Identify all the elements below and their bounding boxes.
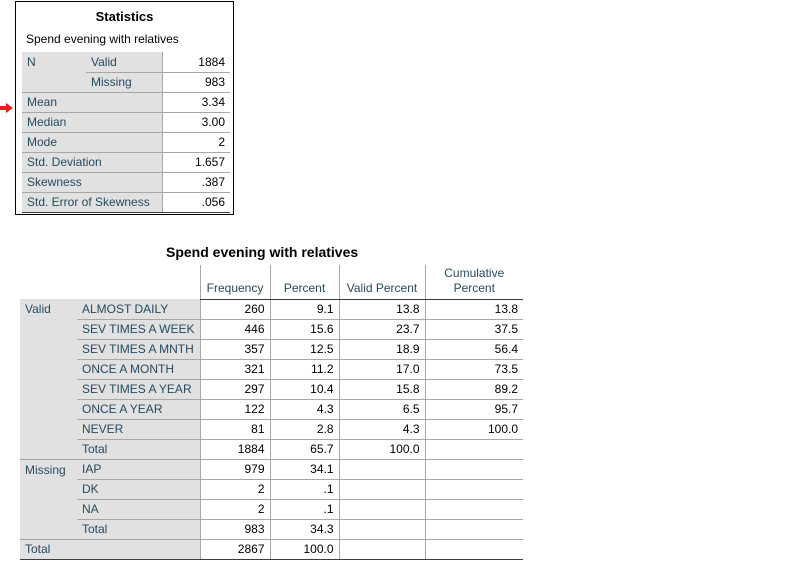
- cell-empty: [425, 499, 523, 519]
- cell-empty: [339, 499, 425, 519]
- cell-empty: [425, 539, 523, 559]
- cell-frequency: 297: [200, 379, 270, 399]
- stats-row-skewness: [22, 172, 230, 192]
- cell-percent: 2.8: [270, 419, 339, 439]
- cell-percent: 9.1: [270, 299, 339, 319]
- header-blank: [20, 265, 77, 299]
- cell-percent: 11.2: [270, 359, 339, 379]
- cell-cumulative-percent: 73.5: [425, 359, 523, 379]
- stats-row-n-missing: [22, 72, 230, 92]
- cell-frequency: 983: [200, 519, 270, 539]
- cell-frequency: 81: [200, 419, 270, 439]
- statistics-table-block[interactable]: [15, 1, 234, 215]
- row-label: SEV TIMES A MNTH: [77, 339, 200, 359]
- cell-empty: [339, 519, 425, 539]
- cell-cumulative-percent: 13.8: [425, 299, 523, 319]
- table-row: [20, 499, 523, 519]
- row-label: ONCE A YEAR: [77, 399, 200, 419]
- header-blank: [77, 265, 200, 299]
- table-row: [20, 479, 523, 499]
- table-row: [20, 379, 523, 399]
- stats-label: Std. Error of Skewness: [22, 192, 162, 212]
- group-label-valid: Valid: [20, 299, 77, 459]
- table-row: [20, 319, 523, 339]
- header-percent: Percent: [270, 265, 339, 299]
- row-pointer-arrow-icon: [0, 103, 13, 113]
- cell-empty: [425, 459, 523, 479]
- table-row: [20, 519, 523, 539]
- cell-empty: [425, 479, 523, 499]
- table-row: [20, 399, 523, 419]
- cell-percent: 100.0: [270, 539, 339, 559]
- cell-valid-percent: 15.8: [339, 379, 425, 399]
- table-row: [20, 439, 523, 459]
- cell-percent: 10.4: [270, 379, 339, 399]
- cell-percent: .1: [270, 499, 339, 519]
- cell-percent: 12.5: [270, 339, 339, 359]
- row-label: IAP: [77, 459, 200, 479]
- cell-frequency: 2: [200, 499, 270, 519]
- cell-empty: [339, 539, 425, 559]
- stats-label: N: [22, 52, 86, 72]
- cell-frequency: 1884: [200, 439, 270, 459]
- cell-valid-percent: 23.7: [339, 319, 425, 339]
- cell-valid-percent: 17.0: [339, 359, 425, 379]
- cell-frequency: 446: [200, 319, 270, 339]
- group-label-missing: Missing: [20, 459, 77, 539]
- frequency-header-row: [20, 265, 523, 299]
- stats-value: 3.00: [162, 112, 230, 132]
- cell-frequency: 2867: [200, 539, 270, 559]
- stats-sublabel: Missing: [86, 72, 162, 92]
- cell-cumulative-percent: 89.2: [425, 379, 523, 399]
- cell-cumulative-percent: 56.4: [425, 339, 523, 359]
- cell-frequency: 979: [200, 459, 270, 479]
- cell-cumulative-percent: 100.0: [425, 419, 523, 439]
- cell-valid-percent: 100.0: [339, 439, 425, 459]
- stats-value: 983: [162, 72, 230, 92]
- cell-percent: 34.1: [270, 459, 339, 479]
- cell-valid-percent: 4.3: [339, 419, 425, 439]
- table-row: [20, 299, 523, 319]
- stats-row-mean: [22, 92, 230, 112]
- cell-valid-percent: 18.9: [339, 339, 425, 359]
- row-label: NA: [77, 499, 200, 519]
- cell-empty: [339, 459, 425, 479]
- stats-value: .387: [162, 172, 230, 192]
- stats-row-mode: [22, 132, 230, 152]
- cell-frequency: 2: [200, 479, 270, 499]
- cell-frequency: 122: [200, 399, 270, 419]
- stats-sublabel: Valid: [86, 52, 162, 72]
- cell-percent: 65.7: [270, 439, 339, 459]
- stats-value: 1884: [162, 52, 230, 72]
- cell-valid-percent: 13.8: [339, 299, 425, 319]
- cell-empty: [425, 519, 523, 539]
- row-label: Total: [77, 519, 200, 539]
- table-row: [20, 359, 523, 379]
- stats-row-std-error-skewness: [22, 192, 230, 212]
- stats-row-n-valid: [22, 52, 230, 72]
- cell-percent: .1: [270, 479, 339, 499]
- header-frequency: Frequency: [200, 265, 270, 299]
- stats-row-std-deviation: [22, 152, 230, 172]
- stats-label: Skewness: [22, 172, 162, 192]
- cell-frequency: 260: [200, 299, 270, 319]
- row-label: Total: [77, 439, 200, 459]
- row-label: SEV TIMES A WEEK: [77, 319, 200, 339]
- header-valid-percent: Valid Percent: [339, 265, 425, 299]
- stats-label: Std. Deviation: [22, 152, 162, 172]
- statistics-title: Statistics: [95, 9, 154, 24]
- table-row-grand-total: [20, 539, 523, 559]
- table-row: [20, 459, 523, 479]
- header-cumulative-percent: Cumulative Percent: [425, 265, 523, 299]
- row-label: SEV TIMES A YEAR: [77, 379, 200, 399]
- frequency-table-title: Spend evening with relatives: [166, 244, 359, 260]
- stats-label: Median: [22, 112, 162, 132]
- stats-label: [22, 72, 86, 92]
- cell-empty: [339, 479, 425, 499]
- group-label-total: Total: [20, 539, 200, 559]
- statistics-table: [22, 52, 230, 213]
- row-label: ONCE A MONTH: [77, 359, 200, 379]
- cell-cumulative-percent: 37.5: [425, 319, 523, 339]
- stats-value: 2: [162, 132, 230, 152]
- cell-cumulative-percent: 95.7: [425, 399, 523, 419]
- row-label: DK: [77, 479, 200, 499]
- cell-cumulative-percent: [425, 439, 523, 459]
- table-row: [20, 419, 523, 439]
- stats-label: Mean: [22, 92, 162, 112]
- row-label: ALMOST DAILY: [77, 299, 200, 319]
- cell-valid-percent: 6.5: [339, 399, 425, 419]
- stats-value: 3.34: [162, 92, 230, 112]
- cell-percent: 34.3: [270, 519, 339, 539]
- cell-frequency: 321: [200, 359, 270, 379]
- row-label: NEVER: [77, 419, 200, 439]
- cell-percent: 15.6: [270, 319, 339, 339]
- table-row: [20, 339, 523, 359]
- stats-label: Mode: [22, 132, 162, 152]
- cell-percent: 4.3: [270, 399, 339, 419]
- cell-frequency: 357: [200, 339, 270, 359]
- statistics-variable-label: Spend evening with relatives: [26, 32, 179, 46]
- stats-value: .056: [162, 192, 230, 212]
- frequency-table[interactable]: [20, 265, 523, 560]
- stats-value: 1.657: [162, 152, 230, 172]
- stats-row-median: [22, 112, 230, 132]
